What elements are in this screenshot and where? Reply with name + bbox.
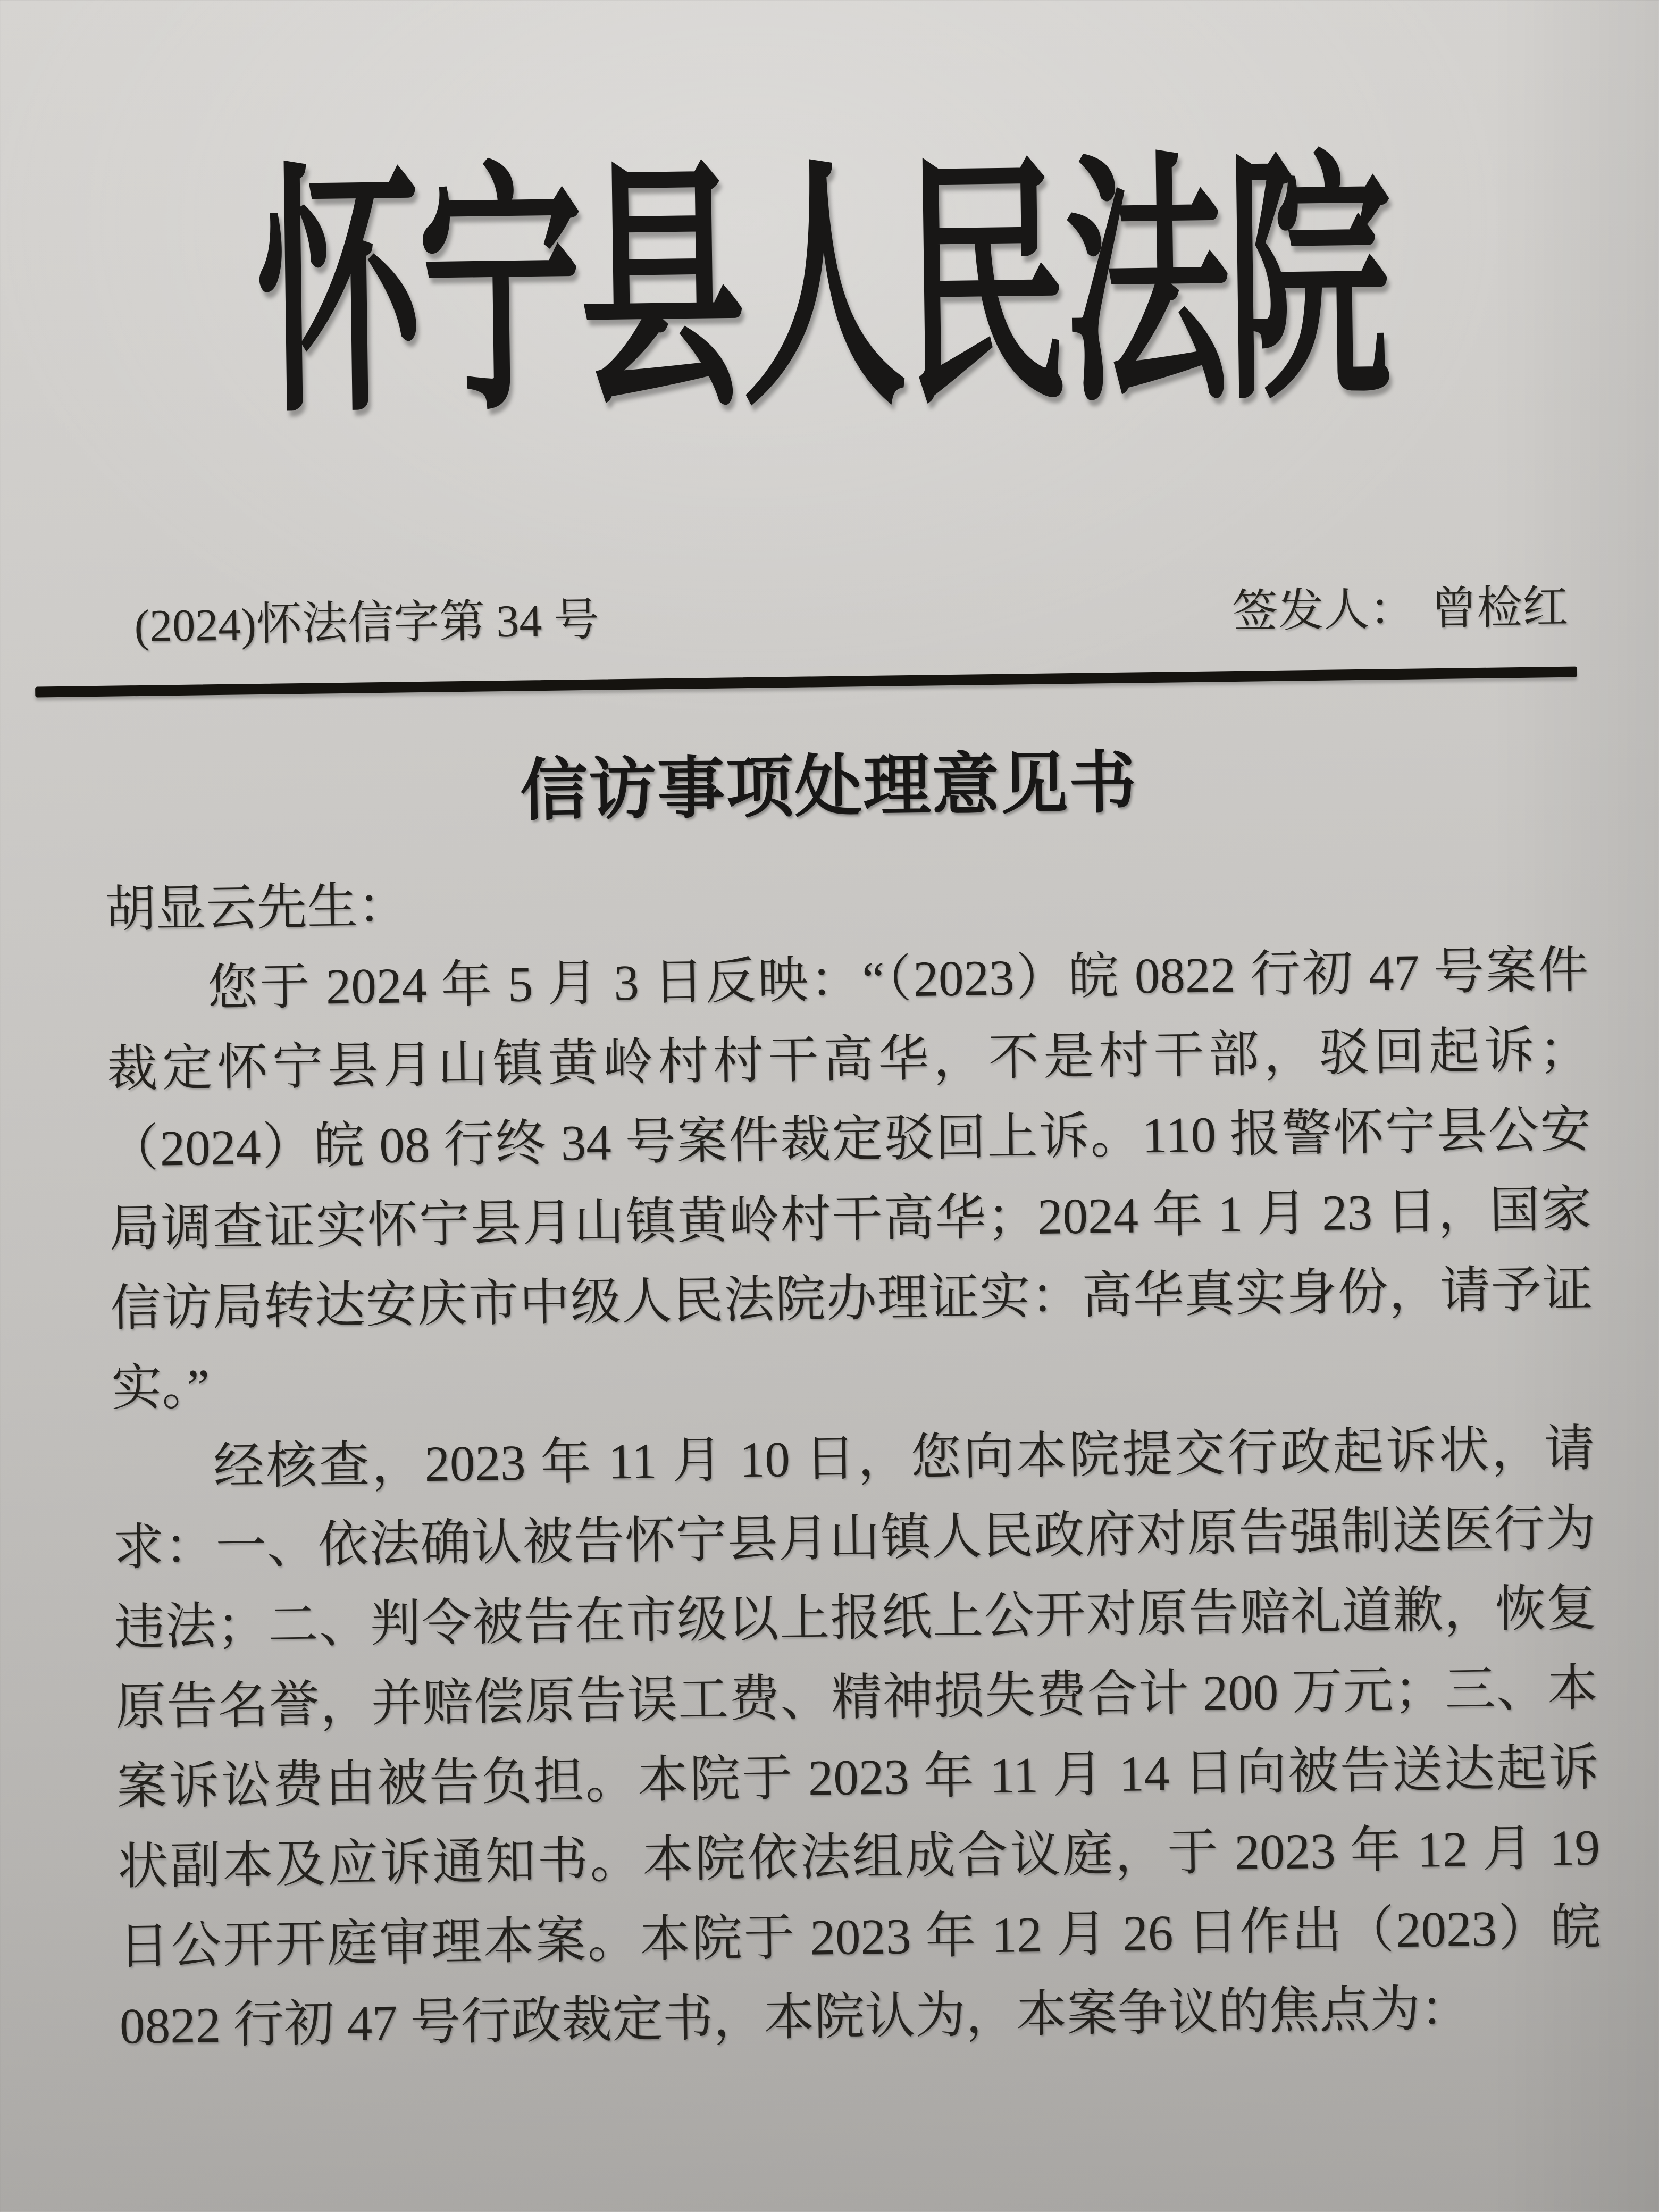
document-body bbox=[105, 850, 1603, 2066]
body-paragraph-2: 经核查，2023 年 11 月 10 日，您向本院提交行政起诉状，请求：一、依法确认被告怀宁县月山镇人民政府对原告强制送医行为违法；二、判令被告在市级以上报纸上公开对原告赔礼道歉，恢复原告名誉，并赔偿原告误工费、精神损失费合计 200 万元；三、本案诉讼费由被告负担。本院于 2023 年 11 月 14 日向被告送达起诉状副本及应诉通知书。本院依法组成合议庭，于 2023 年 12 月 19 日公开开庭审理本案。本院于 2023 年 12 月 26 日作出（2023）皖 0822 行初 47 号行政裁定书，本院认为，本案争议的焦点为： bbox=[113, 1420, 1602, 2055]
issuer-label: 签发人： bbox=[1231, 583, 1415, 638]
doc-meta-row bbox=[134, 570, 1569, 655]
issuer-name: 曾检红 bbox=[1430, 581, 1569, 635]
body-paragraph-1: 您于 2024 年 5 月 3 日反映：“（2023）皖 0822 行初 47 号案件裁定怀宁县月山镇黄岭村村干高华，不是村干部，驳回起诉；（2024）皖 08 行终 34 号案件裁定驳回上诉。110 报警怀宁县公安局调查证实怀宁县月山镇黄岭村干高华；2024 年 1 月 23 日，国家信访局转达安庆市中级人民法院办理证实：高华真实身份，请予证实。” bbox=[106, 942, 1593, 1417]
document-title: 信访事项处理意见书 bbox=[520, 746, 1138, 829]
issuer bbox=[1231, 570, 1569, 640]
header-divider bbox=[35, 667, 1577, 698]
document-number: (2024)怀法信字第 34 号 bbox=[133, 594, 600, 652]
court-name-header: 怀宁县人民法院 bbox=[254, 137, 1390, 445]
salutation: 胡显云先生： bbox=[104, 877, 409, 938]
